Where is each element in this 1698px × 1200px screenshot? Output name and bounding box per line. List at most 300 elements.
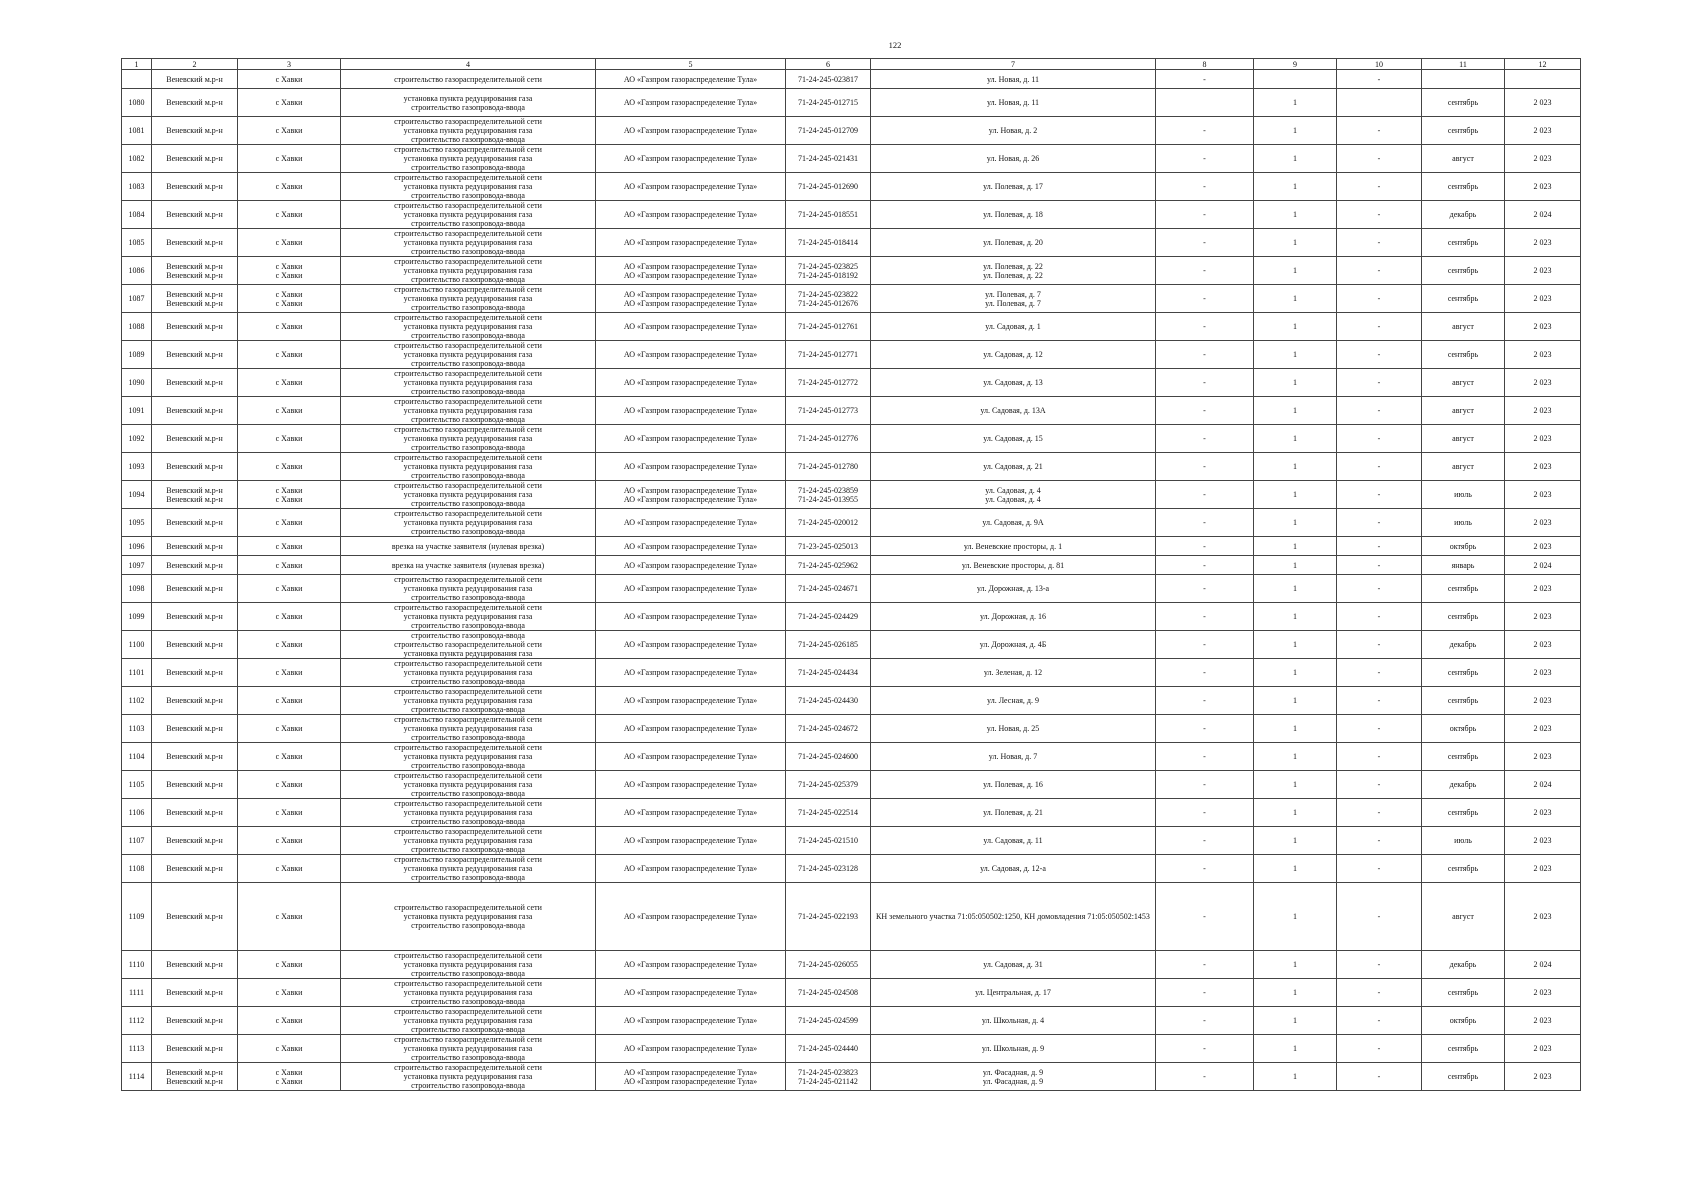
- cell-line: АО «Газпром газораспределение Тула»: [623, 808, 758, 817]
- col10-cell: [1337, 799, 1422, 827]
- cell-line: Веневский м.р-н: [166, 494, 223, 504]
- cell-line: строительство газопровода-ввода: [411, 527, 525, 536]
- cell-text: 1085: [128, 238, 145, 247]
- cell-text: 1112: [128, 1016, 145, 1025]
- cell-line: АО «Газпром газораспределение Тула»: [623, 298, 758, 308]
- cell-line: строительство газопровода-ввода: [411, 102, 525, 112]
- organization-cell: [596, 285, 786, 313]
- cell-line: ул. Веневские просторы, д. 1: [963, 541, 1063, 551]
- cell-text: -: [1377, 584, 1381, 593]
- work-type-cell: [341, 979, 596, 1007]
- year-cell: [1505, 341, 1581, 369]
- district-cell: [152, 1063, 238, 1091]
- cell-line: строительство газопровода-ввода: [411, 471, 525, 480]
- cell-text: 1: [1293, 126, 1297, 135]
- cell-text: сентябрь: [1447, 1072, 1479, 1081]
- col10-cell: [1337, 1035, 1422, 1063]
- cell-line: ул. Центральная, д. 17: [975, 988, 1051, 997]
- organization-cell: [596, 89, 786, 117]
- settlement-cell: [238, 1007, 341, 1035]
- row-number-cell: [122, 827, 152, 855]
- district-cell: [152, 1007, 238, 1035]
- col8-cell: [1156, 575, 1254, 603]
- col10-cell: [1337, 229, 1422, 257]
- cell-line: строительство газораспределительной сети: [394, 229, 542, 238]
- cell-text: -: [1203, 541, 1206, 551]
- cell-text: 1: [1293, 210, 1297, 219]
- table-row: [122, 979, 1581, 1007]
- cell-line: строительство газораспределительной сети: [394, 715, 542, 724]
- cell-text: 1090: [128, 378, 145, 387]
- month-cell: [1422, 173, 1505, 201]
- work-type-cell: [341, 313, 596, 341]
- organization-cell: [596, 743, 786, 771]
- cell-text: 2 023: [1533, 808, 1552, 817]
- cell-text: октябрь: [1449, 1016, 1477, 1025]
- col8-cell: [1156, 285, 1254, 313]
- row-number-cell: [122, 743, 152, 771]
- register-sheet: [121, 58, 1580, 1158]
- cell-line: с Хавки: [275, 406, 303, 415]
- cell-text: -: [1377, 294, 1381, 303]
- cell-text: -: [1203, 434, 1206, 443]
- address-cell: [871, 556, 1156, 575]
- settlement-cell: [238, 369, 341, 397]
- col10-cell: [1337, 397, 1422, 425]
- cell-text: 1: [1293, 98, 1297, 107]
- application-number-cell: [786, 89, 871, 117]
- cell-line: строительство газораспределительной сети: [394, 481, 542, 490]
- address-cell: [871, 715, 1156, 743]
- col8-cell: [1156, 799, 1254, 827]
- address-cell: [871, 951, 1156, 979]
- month-cell: [1422, 1035, 1505, 1063]
- month-cell: [1422, 1063, 1505, 1091]
- district-cell: [152, 603, 238, 631]
- cell-line: строительство газопровода-ввода: [411, 135, 525, 144]
- cell-line: с Хавки: [275, 378, 303, 387]
- count-cell: [1254, 743, 1337, 771]
- cell-text: 1: [1293, 238, 1297, 247]
- cell-line: 71-24-245-026185: [798, 640, 858, 649]
- row-number-cell: [122, 855, 152, 883]
- cell-line: строительство газораспределительной сети: [394, 951, 542, 960]
- organization-cell: [596, 481, 786, 509]
- cell-line: Веневский м.р-н: [166, 298, 223, 308]
- organization-cell: [596, 201, 786, 229]
- row-number-cell: [122, 453, 152, 481]
- year-cell: [1505, 173, 1581, 201]
- cell-text: 1096: [128, 541, 145, 551]
- cell-text: -: [1377, 696, 1381, 705]
- month-cell: [1422, 509, 1505, 537]
- table-row: [122, 687, 1581, 715]
- cell-text: август: [1452, 462, 1474, 471]
- cell-line: Веневский м.р-н: [166, 560, 223, 570]
- row-number-cell: [122, 631, 152, 659]
- cell-text: 1107: [128, 836, 145, 845]
- count-cell: [1254, 827, 1337, 855]
- district-cell: [152, 537, 238, 556]
- settlement-cell: [238, 771, 341, 799]
- year-cell: [1505, 1007, 1581, 1035]
- settlement-cell: [238, 397, 341, 425]
- cell-line: 71-24-245-012780: [798, 462, 858, 471]
- organization-cell: [596, 145, 786, 173]
- cell-line: с Хавки: [275, 350, 303, 359]
- cell-text: 2 023: [1533, 988, 1552, 997]
- column-header: 1: [122, 59, 152, 70]
- cell-line: врезка на участке заявителя (нулевая врезка): [391, 560, 545, 570]
- cell-text: -: [1377, 322, 1381, 331]
- month-cell: [1422, 425, 1505, 453]
- cell-line: 71-24-245-012761: [798, 322, 858, 331]
- col10-cell: [1337, 537, 1422, 556]
- cell-text: 1: [1293, 584, 1297, 593]
- month-cell: [1422, 771, 1505, 799]
- cell-line: с Хавки: [275, 541, 303, 551]
- table-row: [122, 659, 1581, 687]
- count-cell: [1254, 1063, 1337, 1091]
- year-cell: [1505, 715, 1581, 743]
- count-cell: [1254, 341, 1337, 369]
- cell-text: 2 023: [1533, 864, 1552, 873]
- district-cell: [152, 827, 238, 855]
- address-cell: [871, 687, 1156, 715]
- cell-line: установка пункта редуцирования газа: [403, 1072, 533, 1081]
- column-header: 3: [238, 59, 341, 70]
- cell-text: 1: [1293, 322, 1297, 331]
- table-row: [122, 341, 1581, 369]
- cell-line: Веневский м.р-н: [166, 378, 223, 387]
- cell-line: установка пункта редуцирования газа: [403, 584, 533, 593]
- cell-line: строительство газопровода-ввода: [411, 499, 525, 508]
- district-cell: [152, 509, 238, 537]
- month-cell: [1422, 257, 1505, 285]
- settlement-cell: [238, 89, 341, 117]
- cell-text: июль: [1454, 490, 1472, 499]
- cell-text: 2 023: [1533, 490, 1552, 499]
- cell-line: строительство газопровода-ввода: [411, 275, 525, 284]
- cell-line: 71-24-245-018414: [798, 238, 858, 247]
- cell-line: ул. Полевая, д. 7: [985, 289, 1041, 299]
- application-number-cell: [786, 369, 871, 397]
- count-cell: [1254, 70, 1337, 89]
- application-number-cell: [786, 556, 871, 575]
- cell-line: установка пункта редуцирования газа: [403, 93, 533, 103]
- column-header: 4: [341, 59, 596, 70]
- table-row: [122, 743, 1581, 771]
- cell-line: 71-24-245-021510: [798, 836, 858, 845]
- cell-line: с Хавки: [275, 752, 303, 761]
- cell-line: ул. Полевая, д. 17: [983, 182, 1043, 191]
- col8-cell: [1156, 556, 1254, 575]
- table-row: [122, 89, 1581, 117]
- cell-text: 1: [1293, 182, 1297, 191]
- col8-cell: [1156, 743, 1254, 771]
- district-cell: [152, 631, 238, 659]
- cell-line: установка пункта редуцирования газа: [403, 1044, 533, 1053]
- application-number-cell: [786, 883, 871, 951]
- cell-line: с Хавки: [275, 668, 303, 677]
- cell-line: строительство газораспределительной сети: [394, 979, 542, 988]
- cell-line: ул. Полевая, д. 22: [983, 270, 1043, 280]
- cell-text: -: [1203, 780, 1206, 789]
- cell-text: 1099: [128, 612, 145, 621]
- col8-cell: [1156, 481, 1254, 509]
- application-number-cell: [786, 855, 871, 883]
- col10-cell: [1337, 556, 1422, 575]
- count-cell: [1254, 687, 1337, 715]
- row-number-cell: [122, 1035, 152, 1063]
- district-cell: [152, 145, 238, 173]
- cell-text: 2 024: [1533, 210, 1552, 219]
- cell-line: АО «Газпром газораспределение Тула»: [623, 724, 758, 733]
- cell-line: с Хавки: [275, 322, 303, 331]
- work-type-cell: [341, 575, 596, 603]
- cell-line: установка пункта редуцирования газа: [403, 780, 533, 789]
- district-cell: [152, 687, 238, 715]
- address-cell: [871, 827, 1156, 855]
- table-row: [122, 313, 1581, 341]
- cell-text: 2 023: [1533, 294, 1552, 303]
- address-cell: [871, 70, 1156, 89]
- organization-cell: [596, 631, 786, 659]
- address-cell: [871, 1063, 1156, 1091]
- col10-cell: [1337, 951, 1422, 979]
- application-number-cell: [786, 603, 871, 631]
- cell-text: сентябрь: [1447, 238, 1479, 247]
- cell-text: -: [1203, 462, 1206, 471]
- cell-text: -: [1203, 322, 1206, 331]
- cell-line: АО «Газпром газораспределение Тула»: [623, 289, 758, 299]
- cell-line: ул. Новая, д. 11: [986, 98, 1040, 107]
- cell-line: ул. Садовая, д. 12: [983, 350, 1043, 359]
- cell-line: строительство газопровода-ввода: [411, 163, 525, 172]
- table-row: [122, 70, 1581, 89]
- cell-line: установка пункта редуцирования газа: [403, 406, 533, 415]
- cell-text: сентябрь: [1447, 696, 1479, 705]
- cell-text: 1: [1293, 1016, 1297, 1025]
- district-cell: [152, 285, 238, 313]
- cell-line: АО «Газпром газораспределение Тула»: [623, 541, 758, 551]
- cell-text: -: [1377, 490, 1381, 499]
- cell-line: Веневский м.р-н: [166, 210, 223, 219]
- table-row: [122, 481, 1581, 509]
- cell-line: с Хавки: [275, 1076, 303, 1086]
- application-number-cell: [786, 145, 871, 173]
- cell-line: ул. Дорожная, д. 13-а: [976, 584, 1050, 593]
- cell-text: сентябрь: [1447, 752, 1479, 761]
- cell-line: строительство газораспределительной сети: [394, 827, 542, 836]
- cell-line: установка пункта редуцирования газа: [403, 696, 533, 705]
- col8-cell: [1156, 341, 1254, 369]
- cell-line: Веневский м.р-н: [166, 1044, 223, 1053]
- cell-line: ул. Полевая, д. 22: [983, 261, 1043, 271]
- cell-line: строительство газораспределительной сети: [394, 201, 542, 210]
- cell-line: строительство газопровода-ввода: [411, 969, 525, 978]
- cell-text: 2 023: [1533, 182, 1552, 191]
- row-number-cell: [122, 951, 152, 979]
- cell-line: строительство газопровода-ввода: [411, 677, 525, 686]
- cell-line: 71-24-245-012771: [798, 350, 858, 359]
- work-type-cell: [341, 827, 596, 855]
- cell-line: 71-24-245-012709: [798, 126, 858, 135]
- cell-text: -: [1377, 612, 1381, 621]
- cell-text: 1092: [128, 434, 145, 443]
- month-cell: [1422, 145, 1505, 173]
- cell-line: строительство газопровода-ввода: [411, 359, 525, 368]
- work-type-cell: [341, 556, 596, 575]
- cell-line: 71-24-245-024599: [798, 1016, 858, 1025]
- month-cell: [1422, 603, 1505, 631]
- cell-line: установка пункта редуцирования газа: [403, 864, 533, 873]
- cell-line: Веневский м.р-н: [166, 518, 223, 527]
- district-cell: [152, 201, 238, 229]
- table-body: [122, 70, 1581, 1091]
- cell-line: АО «Газпром газораспределение Тула»: [623, 494, 758, 504]
- cell-line: с Хавки: [275, 434, 303, 443]
- cell-text: 2 024: [1533, 780, 1552, 789]
- count-cell: [1254, 89, 1337, 117]
- district-cell: [152, 556, 238, 575]
- cell-text: сентябрь: [1447, 612, 1479, 621]
- cell-text: октябрь: [1449, 724, 1477, 733]
- cell-line: 71-24-245-023128: [798, 864, 858, 873]
- cell-text: 1: [1293, 434, 1297, 443]
- work-type-cell: [341, 117, 596, 145]
- cell-line: строительство газопровода-ввода: [411, 631, 525, 640]
- settlement-cell: [238, 425, 341, 453]
- gasification-table: [121, 58, 1581, 1091]
- col8-cell: [1156, 979, 1254, 1007]
- district-cell: [152, 369, 238, 397]
- cell-text: 1094: [128, 490, 145, 499]
- settlement-cell: [238, 117, 341, 145]
- cell-text: 1: [1293, 294, 1297, 303]
- year-cell: [1505, 951, 1581, 979]
- organization-cell: [596, 229, 786, 257]
- table-row: [122, 556, 1581, 575]
- application-number-cell: [786, 715, 871, 743]
- cell-line: строительство газопровода-ввода: [411, 443, 525, 452]
- settlement-cell: [238, 257, 341, 285]
- cell-line: 71-24-245-012715: [798, 98, 858, 107]
- cell-line: АО «Газпром газораспределение Тула»: [623, 434, 758, 443]
- organization-cell: [596, 687, 786, 715]
- cell-text: 1114: [128, 1072, 145, 1081]
- col8-cell: [1156, 117, 1254, 145]
- address-cell: [871, 743, 1156, 771]
- year-cell: [1505, 145, 1581, 173]
- cell-text: 1080: [128, 98, 145, 107]
- cell-text: январь: [1451, 560, 1475, 570]
- cell-line: строительство газопровода-ввода: [411, 921, 525, 930]
- cell-line: с Хавки: [275, 864, 303, 873]
- cell-text: 1102: [128, 696, 145, 705]
- cell-line: ул. Зеленая, д. 12: [983, 668, 1043, 677]
- cell-text: 2 024: [1533, 560, 1552, 570]
- cell-line: строительство газораспределительной сети: [394, 1007, 542, 1016]
- organization-cell: [596, 575, 786, 603]
- work-type-cell: [341, 883, 596, 951]
- col8-cell: [1156, 631, 1254, 659]
- count-cell: [1254, 173, 1337, 201]
- cell-text: -: [1203, 696, 1206, 705]
- cell-line: строительство газораспределительной сети: [394, 285, 542, 294]
- cell-line: строительство газопровода-ввода: [411, 1081, 525, 1090]
- cell-text: 1093: [128, 462, 145, 471]
- count-cell: [1254, 603, 1337, 631]
- cell-line: с Хавки: [275, 696, 303, 705]
- settlement-cell: [238, 70, 341, 89]
- col10-cell: [1337, 173, 1422, 201]
- cell-line: 71-24-245-021142: [798, 1076, 858, 1086]
- district-cell: [152, 883, 238, 951]
- cell-line: с Хавки: [275, 261, 303, 271]
- row-number-cell: [122, 537, 152, 556]
- col10-cell: [1337, 979, 1422, 1007]
- cell-line: Веневский м.р-н: [166, 612, 223, 621]
- cell-text: 1: [1293, 1044, 1297, 1053]
- address-cell: [871, 341, 1156, 369]
- cell-line: ул. Садовая, д. 31: [983, 960, 1043, 969]
- col8-cell: [1156, 1007, 1254, 1035]
- cell-line: строительство газораспределительной сети: [394, 603, 542, 612]
- month-cell: [1422, 687, 1505, 715]
- cell-text: -: [1377, 74, 1381, 84]
- row-number-cell: [122, 70, 152, 89]
- application-number-cell: [786, 509, 871, 537]
- cell-line: АО «Газпром газораспределение Тула»: [623, 322, 758, 331]
- cell-text: -: [1377, 560, 1381, 570]
- settlement-cell: [238, 715, 341, 743]
- column-number-row: [122, 59, 1581, 70]
- cell-text: сентябрь: [1447, 126, 1479, 135]
- work-type-cell: [341, 453, 596, 481]
- row-number-cell: [122, 575, 152, 603]
- cell-line: ул. Дорожная, д. 16: [979, 612, 1046, 621]
- cell-text: 1: [1293, 640, 1297, 649]
- district-cell: [152, 397, 238, 425]
- cell-line: установка пункта редуцирования газа: [403, 612, 533, 621]
- cell-line: ул. Полевая, д. 7: [985, 298, 1041, 308]
- cell-line: с Хавки: [275, 584, 303, 593]
- application-number-cell: [786, 397, 871, 425]
- district-cell: [152, 173, 238, 201]
- year-cell: [1505, 687, 1581, 715]
- cell-line: Веневский м.р-н: [166, 182, 223, 191]
- cell-line: установка пункта редуцирования газа: [403, 294, 533, 303]
- work-type-cell: [341, 285, 596, 313]
- application-number-cell: [786, 425, 871, 453]
- table-row: [122, 117, 1581, 145]
- cell-line: 71-24-245-024440: [798, 1044, 858, 1053]
- cell-text: 2 023: [1533, 541, 1552, 551]
- col10-cell: [1337, 201, 1422, 229]
- cell-line: установка пункта редуцирования газа: [403, 988, 533, 997]
- cell-line: 71-24-245-023859: [798, 485, 858, 495]
- table-row: [122, 951, 1581, 979]
- cell-text: -: [1377, 154, 1381, 163]
- cell-line: с Хавки: [275, 1016, 303, 1025]
- cell-text: 2 023: [1533, 1072, 1552, 1081]
- cell-text: 1105: [128, 780, 145, 789]
- count-cell: [1254, 575, 1337, 603]
- col10-cell: [1337, 603, 1422, 631]
- cell-line: строительство газораспределительной сети: [394, 640, 542, 649]
- cell-line: установка пункта редуцирования газа: [403, 462, 533, 471]
